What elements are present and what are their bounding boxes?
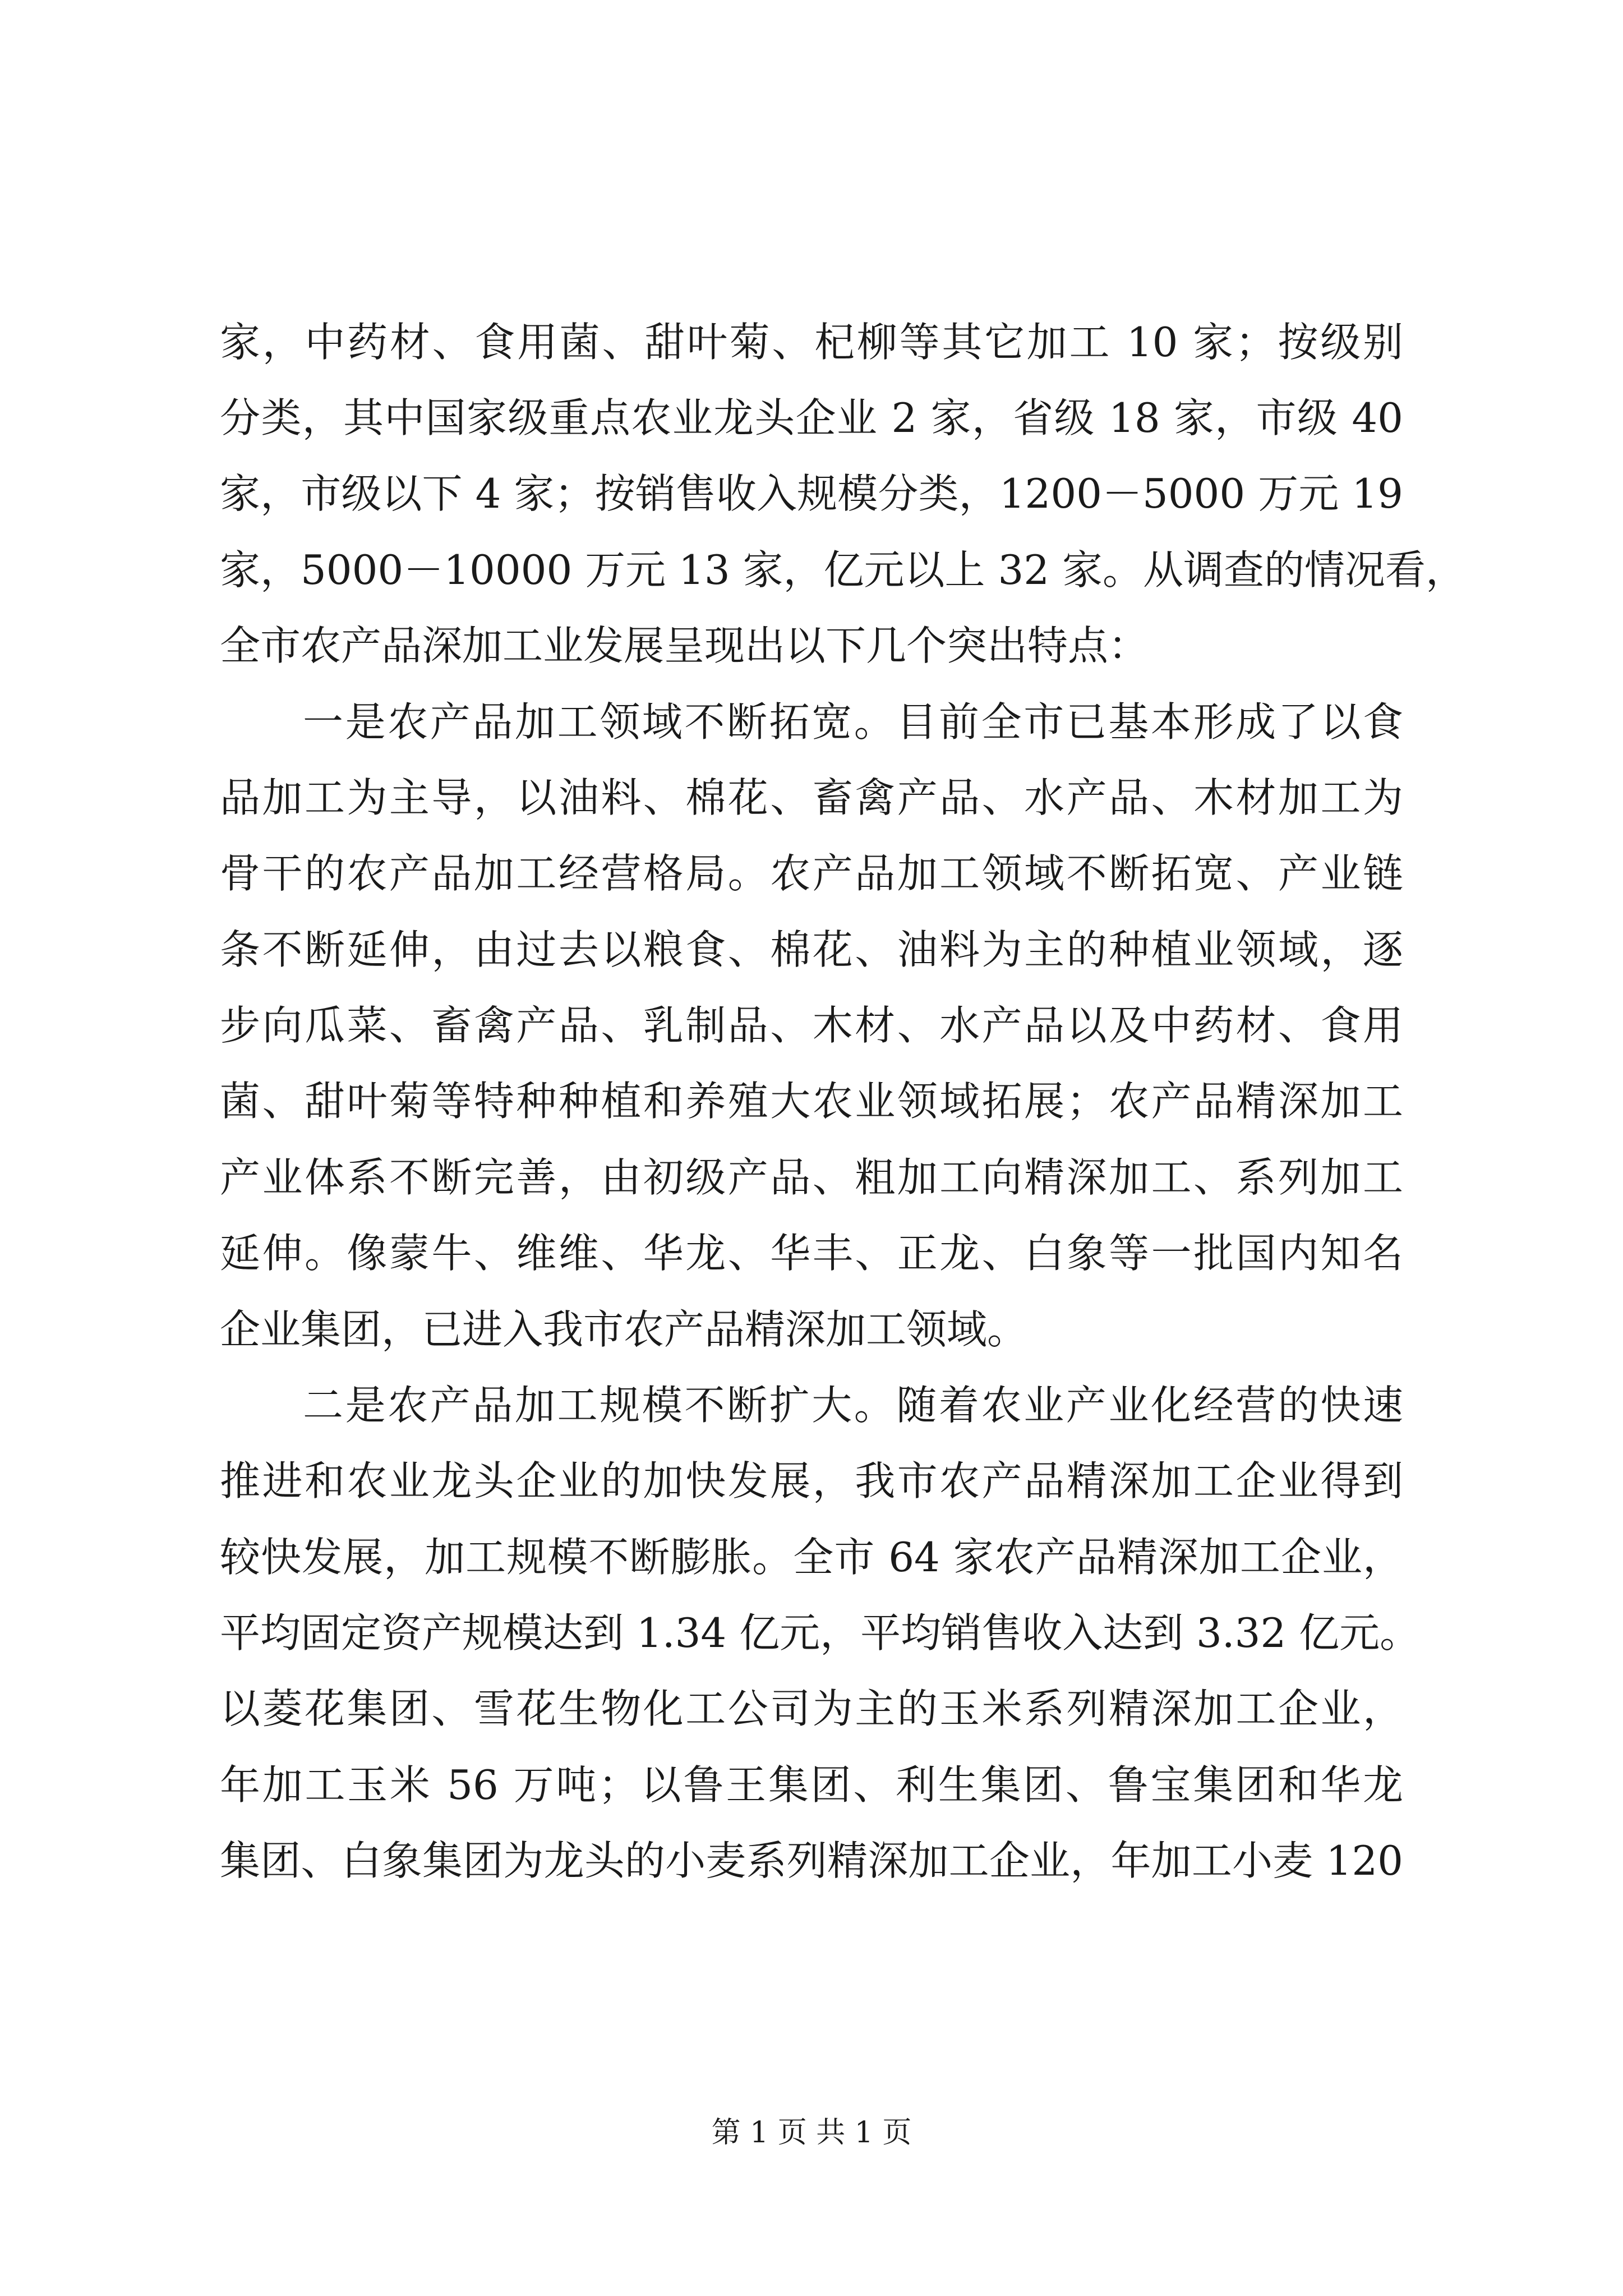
- text-line-4: 家，5000－10000 万元 13 家，亿元以上 32 家。从调查的情况看，: [220, 546, 1466, 593]
- text-line-3: 家，市级以下 4 家；按销售收入规模分类，1200－5000 万元 19: [220, 470, 1403, 517]
- text-line-9: 条不断延伸，由过去以粮食、棉花、油料为主的种植业领域，逐: [220, 926, 1403, 973]
- text-line-19: 以菱花集团、雪花生物化工公司为主的玉米系列精深加工企业，: [220, 1685, 1403, 1732]
- text-line-13: 延伸。像蒙牛、维维、华龙、华丰、正龙、白象等一批国内知名: [220, 1230, 1403, 1277]
- text-line-5: 全市农产品深加工业发展呈现出以下几个突出特点：: [220, 622, 1149, 669]
- text-line-2: 分类，其中国家级重点农业龙头企业 2 家，省级 18 家，市级 40: [220, 394, 1403, 441]
- text-line-15: 二是农产品加工规模不断扩大。随着农业产业化经营的快速: [303, 1382, 1403, 1429]
- text-line-7: 品加工为主导，以油料、棉花、畜禽产品、水产品、木材加工为: [220, 774, 1403, 821]
- page-number-footer: 第 1 页 共 1 页: [711, 2116, 912, 2150]
- text-line-10: 步向瓜菜、畜禽产品、乳制品、木材、水产品以及中药材、食用: [220, 1002, 1403, 1049]
- text-line-6: 一是农产品加工领域不断拓宽。目前全市已基本形成了以食: [303, 698, 1403, 746]
- text-line-18: 平均固定资产规模达到 1.34 亿元，平均销售收入达到 3.32 亿元。: [220, 1609, 1421, 1657]
- text-line-20: 年加工玉米 56 万吨；以鲁王集团、利生集团、鲁宝集团和华龙: [220, 1761, 1403, 1809]
- text-line-1: 家，中药材、食用菌、甜叶菊、杞柳等其它加工 10 家；按级别: [220, 319, 1403, 366]
- text-line-16: 推进和农业龙头企业的加快发展，我市农产品精深加工企业得到: [220, 1457, 1403, 1504]
- text-line-12: 产业体系不断完善，由初级产品、粗加工向精深加工、系列加工: [220, 1154, 1403, 1201]
- text-line-11: 菌、甜叶菊等特种种植和养殖大农业领域拓展；农产品精深加工: [220, 1078, 1403, 1125]
- text-line-17: 较快发展，加工规模不断膨胀。全市 64 家农产品精深加工企业，: [220, 1534, 1403, 1581]
- text-line-14: 企业集团，已进入我市农产品精深加工领域。: [220, 1306, 1028, 1353]
- text-line-21: 集团、白象集团为龙头的小麦系列精深加工企业，年加工小麦 120: [220, 1837, 1403, 1884]
- text-line-8: 骨干的农产品加工经营格局。农产品加工领域不断拓宽、产业链: [220, 850, 1403, 897]
